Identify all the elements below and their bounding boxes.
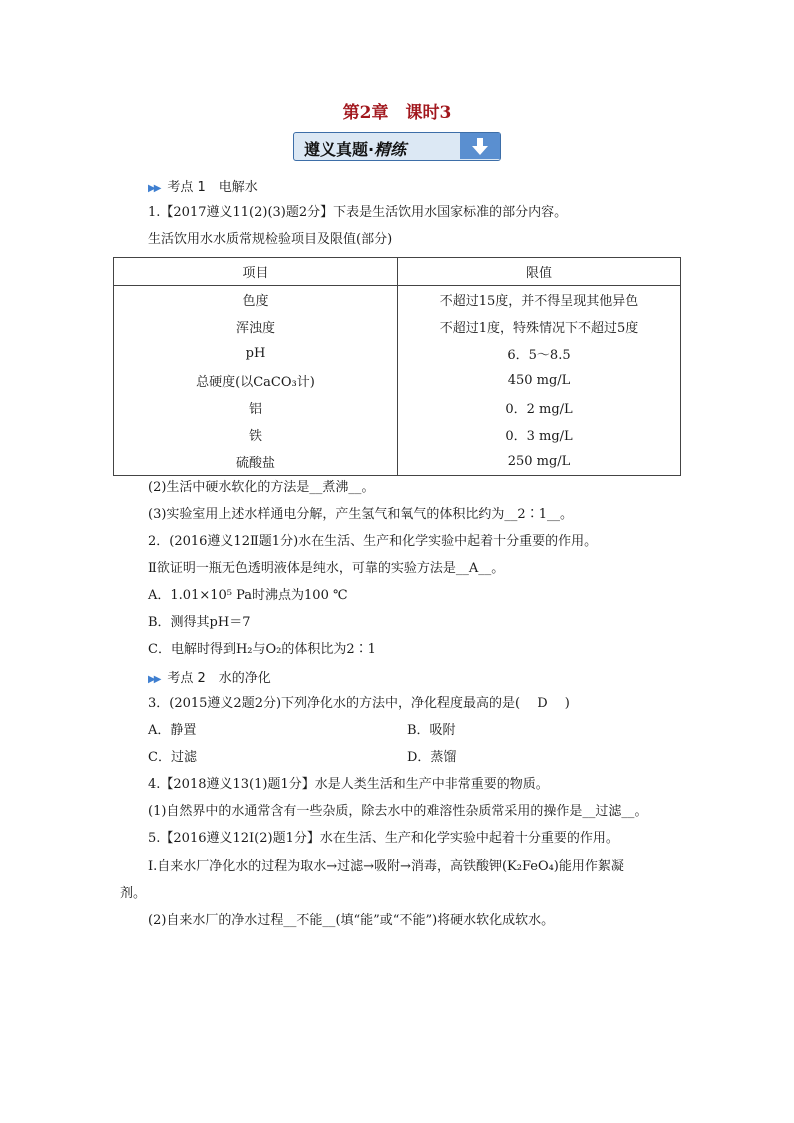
question-4-stem: 4.【2018遵义13(1)题1分】水是人类生活和生产中非常重要的物质。 (148, 777, 549, 792)
text: (2)自来水厂的净水过程 (148, 913, 284, 928)
table-cell: 浑浊度 (114, 313, 398, 340)
question-5-sub (148, 911, 554, 931)
table-row (114, 367, 681, 394)
knowledge-point-label: 考点 1 电解水 (167, 180, 258, 195)
table-row (114, 340, 681, 367)
table-cell: 6．5～8.5 (398, 340, 681, 367)
text: (2)生活中硬水软化的方法是 (148, 480, 310, 495)
table-cell: 250 mg/L (398, 448, 681, 476)
question-4-sub (148, 802, 647, 822)
table-cell: 铁 (114, 421, 398, 448)
question-5-intro-line-2: 剂。 (120, 886, 147, 901)
question-2-option-b: B．测得其pH＝7 (148, 615, 251, 630)
table-header-limit: 限值 (398, 258, 681, 286)
question-5-intro-line-1: Ⅰ.自来水厂净化水的过程为取水→过滤→吸附→消毒，高铁酸钾(K₂FeO₄)能用作絮凝 (148, 859, 624, 874)
question-2-option-c: C．电解时得到H₂与O₂的体积比为2∶1 (148, 642, 376, 657)
table-cell: 0．3 mg/L (398, 421, 681, 448)
text: 。 (491, 561, 505, 576)
question-5-stem: 5.【2016遵义12Ⅰ(2)题1分】水在生活、生产和化学实验中起着十分重要的作用。 (148, 831, 619, 846)
double-arrow-icon: ▶▶ (148, 674, 160, 685)
down-arrow-icon-svg (460, 133, 500, 159)
table-caption: 生活饮用水水质常规检验项目及限值(部分) (148, 232, 393, 247)
question-1-part-2 (148, 478, 374, 498)
answer-blank: __A__ (455, 561, 492, 576)
text: (1)自然界中的水通常含有一些杂质，除去水中的难溶性杂质常采用的操作是 (148, 804, 583, 819)
table-cell: 总硬度(以CaCO₃计) (114, 367, 398, 394)
table-row (114, 448, 681, 476)
question-3-stem: 3．(2015遵义2题2分)下列净化水的方法中，净化程度最高的是( D ) (148, 696, 570, 711)
knowledge-point-1 (148, 176, 258, 195)
question-3-option-d: D．蒸馏 (407, 750, 457, 765)
section-banner (293, 132, 501, 161)
table-cell: 不超过15度，并不得呈现其他异色 (398, 286, 681, 314)
text: 。 (361, 480, 375, 495)
question-2-sub (148, 559, 504, 579)
text: (3)实验室用上述水样通电分解，产生氢气和氧气的体积比约为 (148, 507, 505, 522)
page-title: 第2章 课时3 (342, 103, 452, 123)
knowledge-point-2 (148, 667, 271, 686)
question-1-stem: 1.【2017遵义11(2)(3)题2分】下表是生活饮用水国家标准的部分内容。 (148, 205, 568, 220)
question-3-option-c: C．过滤 (148, 750, 197, 765)
banner-italic: 精练 (374, 140, 407, 159)
text: Ⅱ欲证明一瓶无色透明液体是纯水，可靠的实验方法是 (148, 561, 456, 576)
table-cell: 0．2 mg/L (398, 394, 681, 421)
down-arrow-icon (460, 133, 500, 159)
question-3-option-b: B．吸附 (407, 723, 456, 738)
answer-blank: __煮沸__ (309, 480, 362, 495)
answer-blank: __2∶1__ (504, 507, 560, 522)
table-cell: 铝 (114, 394, 398, 421)
table-header-row (114, 258, 681, 286)
table-cell: 450 mg/L (398, 367, 681, 394)
banner-label (304, 137, 406, 160)
banner-main: 遵义真题· (304, 140, 375, 159)
table-cell: 硫酸盐 (114, 448, 398, 476)
text: 。 (634, 804, 648, 819)
text: 。 (559, 507, 573, 522)
answer-blank: __不能__ (283, 913, 336, 928)
answer-blank: __过滤__ (582, 804, 635, 819)
question-3-option-a: A．静置 (148, 723, 197, 738)
double-arrow-icon: ▶▶ (148, 183, 160, 194)
question-2-stem: 2．(2016遵义12Ⅱ题1分)水在生活、生产和化学实验中起着十分重要的作用。 (148, 534, 598, 549)
table-cell: 色度 (114, 286, 398, 314)
water-standard-table (113, 257, 681, 476)
table-row (114, 394, 681, 421)
text: (填“能”或“不能”)将硬水软化成软水。 (335, 913, 555, 928)
table-row (114, 286, 681, 314)
question-1-part-3 (148, 505, 573, 525)
table-cell: pH (114, 340, 398, 367)
question-2-option-a: A．1.01×10⁵ Pa时沸点为100 ℃ (148, 588, 348, 603)
knowledge-point-label: 考点 2 水的净化 (167, 671, 271, 686)
table-cell: 不超过1度，特殊情况下不超过5度 (398, 313, 681, 340)
table-row (114, 313, 681, 340)
table-row (114, 421, 681, 448)
table-header-item: 项目 (114, 258, 398, 286)
